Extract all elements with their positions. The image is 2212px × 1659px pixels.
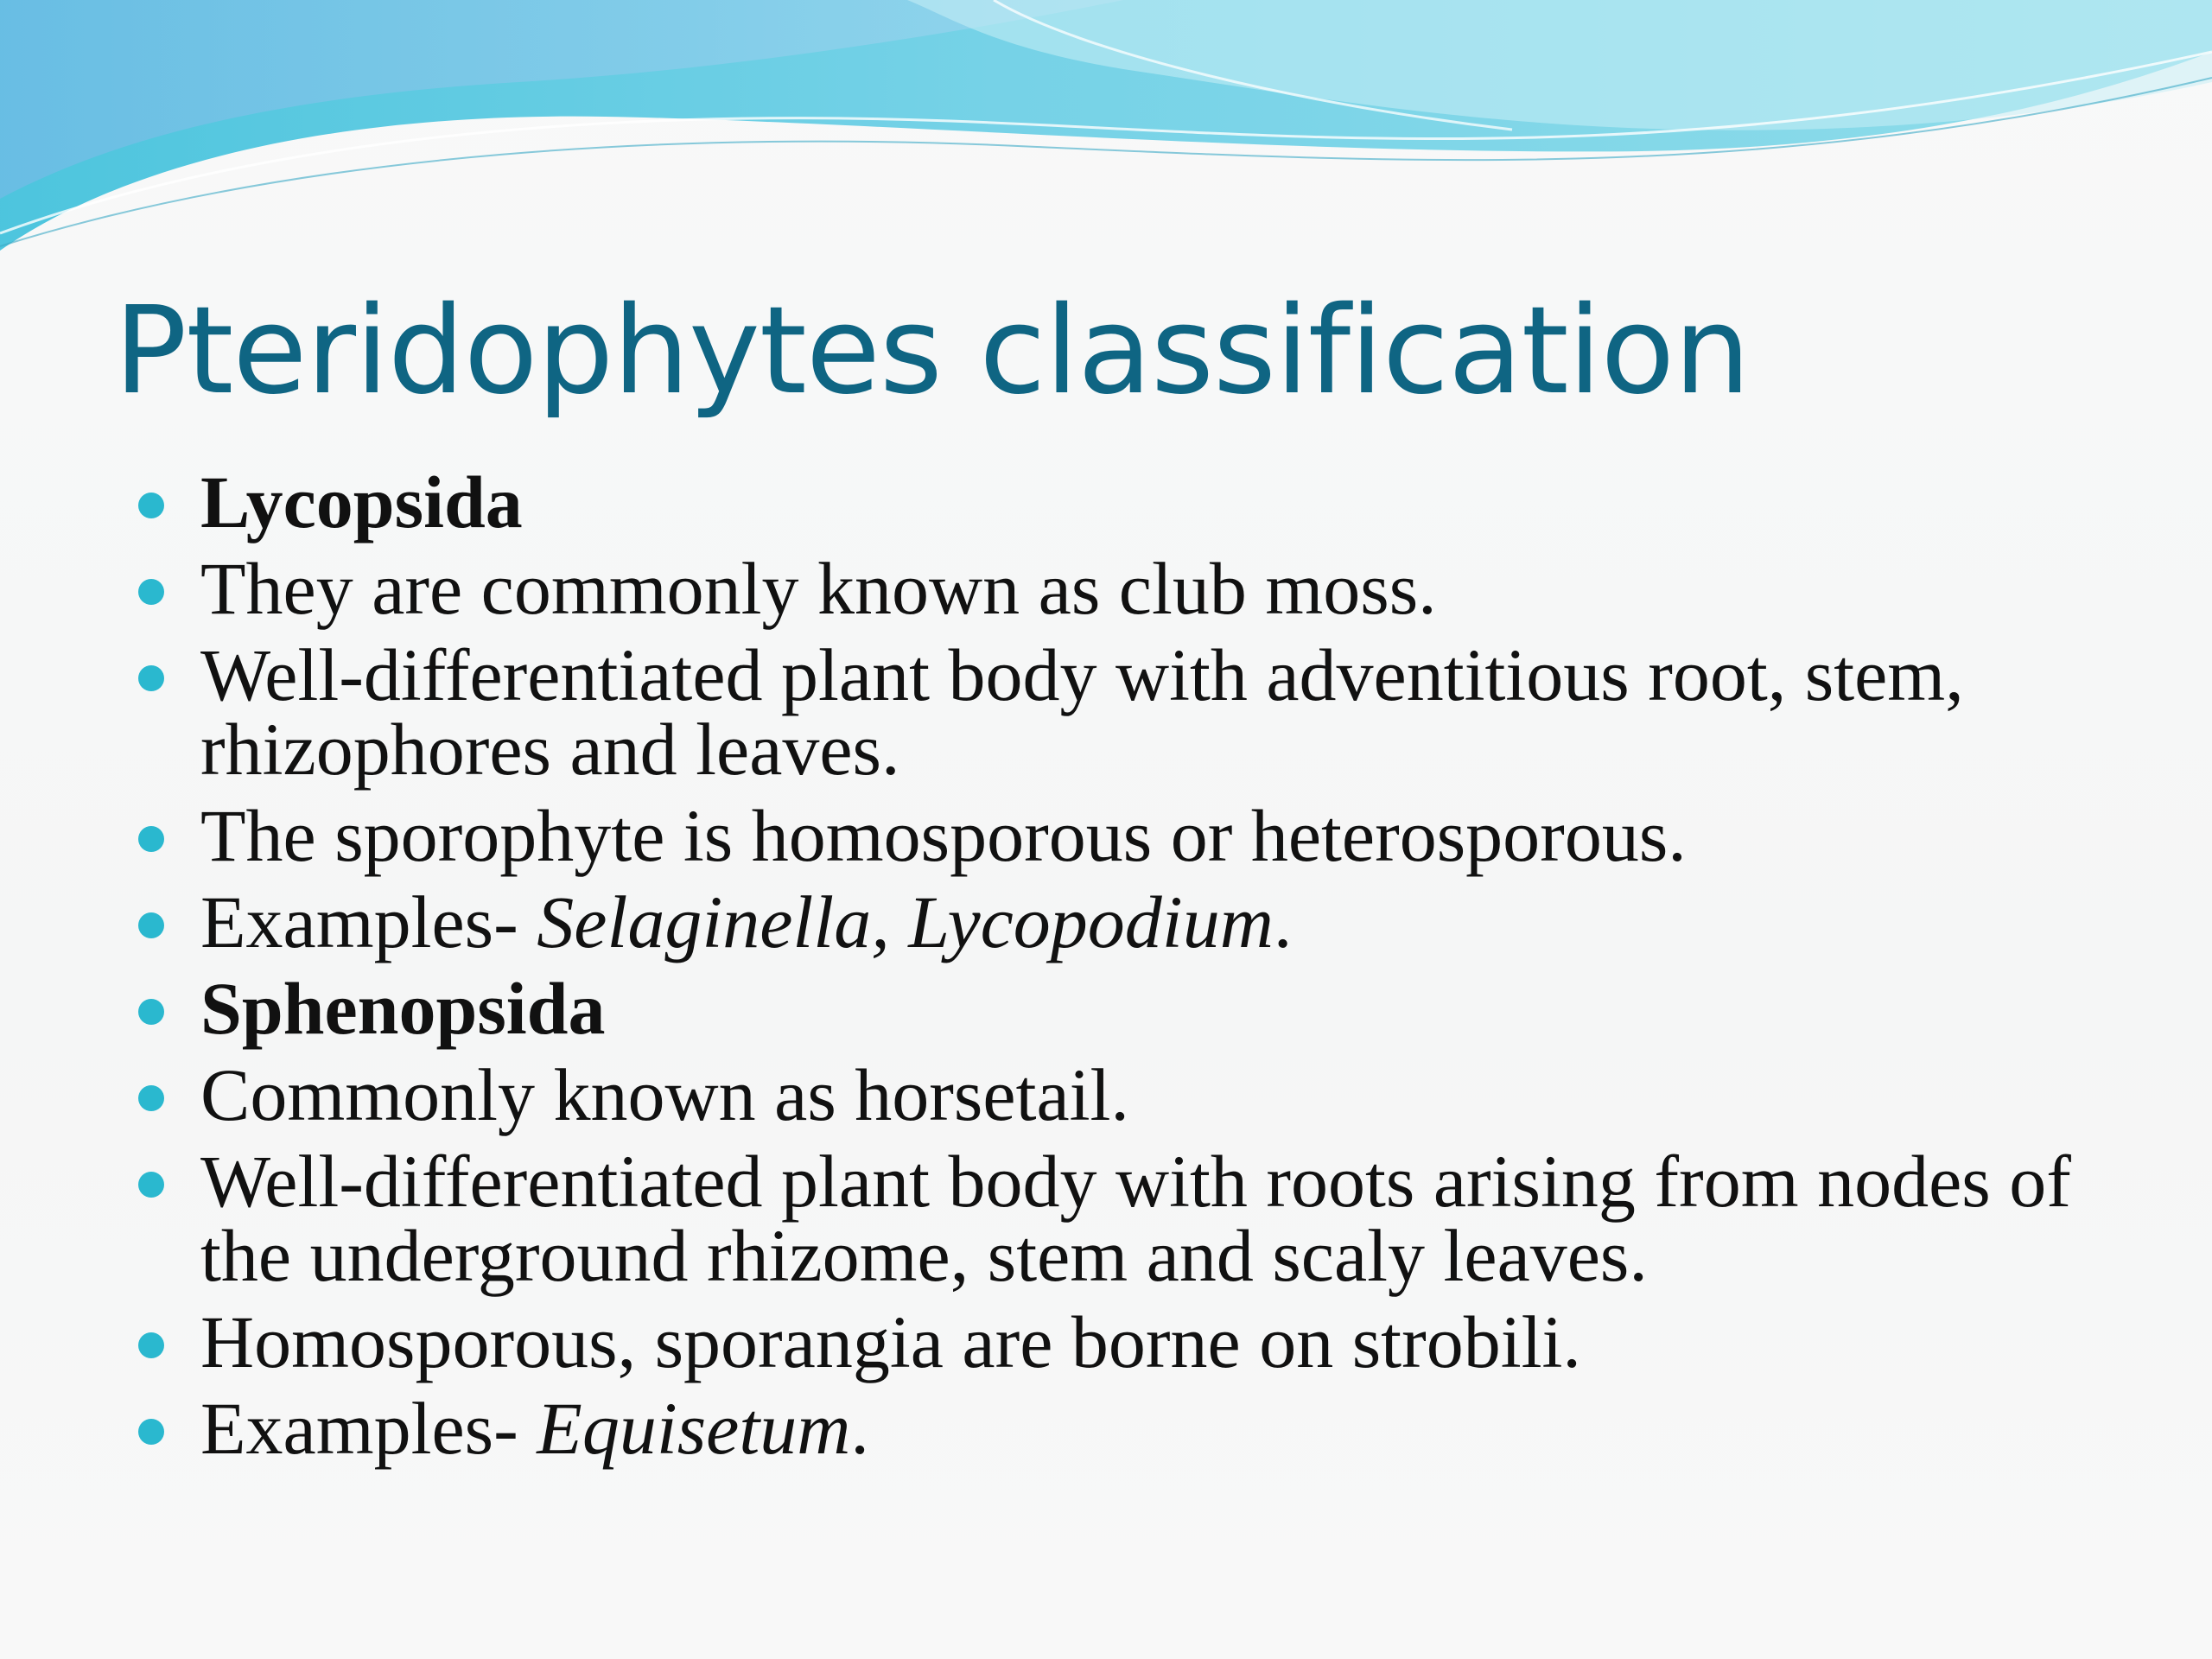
bullet-dot-icon <box>138 1419 164 1445</box>
bullet-dot-icon <box>138 493 164 518</box>
bullet-item-sphenopsida-examples <box>138 1387 2126 1470</box>
slide-title: Pteridophytes classification <box>114 281 1750 422</box>
bullet-dot-icon <box>138 1332 164 1358</box>
examples-genera: Equisetum <box>537 1387 851 1470</box>
examples-suffix: . <box>850 1387 869 1470</box>
examples-suffix: . <box>1273 880 1293 963</box>
bullet-text: Homosporous, sporangia are borne on strobili. <box>200 1300 1581 1383</box>
bullet-item-homosporous <box>138 1300 2126 1383</box>
bullet-text <box>200 880 1292 963</box>
bullet-text: Commonly known as horsetail. <box>200 1053 1129 1136</box>
header-wave-decoration <box>0 0 2212 276</box>
bullet-dot-icon <box>138 1172 164 1198</box>
bullet-text: Sphenopsida <box>200 967 606 1050</box>
bullet-item-lycopsida-examples <box>138 880 2126 963</box>
bullet-text: Lycopsida <box>200 461 523 543</box>
bullet-dot-icon <box>138 665 164 691</box>
bullet-list <box>138 461 2126 1478</box>
bullet-text: They are commonly known as club moss. <box>200 547 1437 630</box>
bullet-item-sphenopsida-body <box>138 1140 2126 1297</box>
examples-prefix: Examples- <box>200 880 537 963</box>
bullet-dot-icon <box>138 826 164 852</box>
examples-prefix: Examples- <box>200 1387 537 1470</box>
examples-genera: Selaginella, Lycopodium <box>537 880 1274 963</box>
bullet-text: Well-differentiated plant body with adventitious root, stem, rhizophores and leaves. <box>200 633 1964 791</box>
bullet-dot-icon <box>138 912 164 938</box>
bullet-item-sphenopsida <box>138 967 2126 1050</box>
bullet-dot-icon <box>138 1085 164 1111</box>
bullet-text: The sporophyte is homosporous or heterosporous. <box>200 794 1687 877</box>
bullet-dot-icon <box>138 579 164 605</box>
bullet-item-horsetail <box>138 1053 2126 1136</box>
bullet-item-sporophyte <box>138 794 2126 877</box>
bullet-dot-icon <box>138 999 164 1025</box>
bullet-item-lycopsida-body <box>138 633 2126 791</box>
bullet-text: Well-differentiated plant body with roots arising from nodes of the underground rhizome, stem and scaly leaves. <box>200 1140 2071 1297</box>
bullet-item-club-moss <box>138 547 2126 630</box>
bullet-item-lycopsida <box>138 461 2126 543</box>
bullet-text <box>200 1387 869 1470</box>
